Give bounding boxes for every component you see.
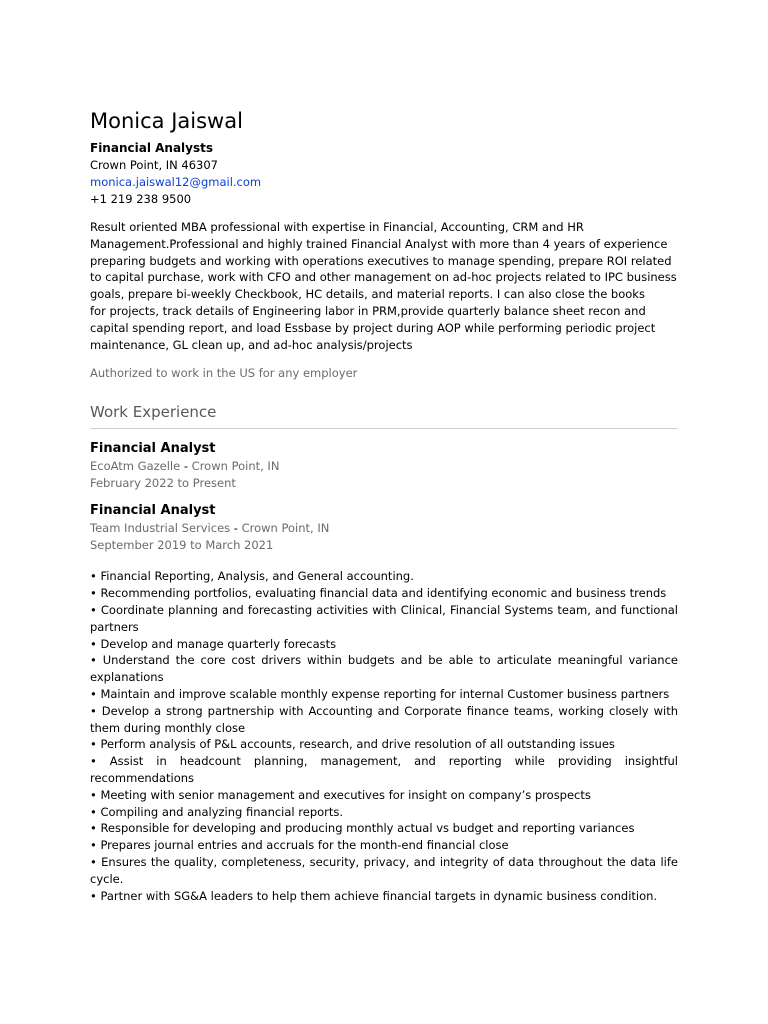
responsibility-item: • Ensures the quality, completeness, security, privacy, and integrity of data throughout the data life cycle. bbox=[90, 854, 678, 886]
responsibility-item: • Responsible for developing and producing monthly actual vs budget and reporting variances bbox=[90, 821, 635, 836]
job-responsibilities bbox=[90, 568, 678, 904]
candidate-summary: Result oriented MBA professional with expertise in Financial, Accounting, CRM and HR Management.Professional and highly trained Financial Analyst with more than 4 years of experience preparing budgets and working with operations executives to manage spending, prepare ROI related to capital purchase, work with CFO and other management on ad-hoc projects related to IPC business goals, prepare bi-weekly Checkbook, HC details, and material reports. I can also close the books for projects, track details of Engineering labor in PRM,provide quarterly balance sheet recon and capital spending report, and load Essbase by project during AOP while performing periodic project maintenance, GL clean up, and ad-hoc analysis/projects bbox=[90, 220, 677, 352]
job-location: Crown Point, IN bbox=[191, 459, 280, 474]
responsibility-item: • Perform analysis of P&L accounts, research, and drive resolution of all outstanding issues bbox=[90, 737, 615, 752]
job-title: Financial Analyst bbox=[90, 503, 216, 519]
job-entry bbox=[90, 440, 678, 492]
job-title: Financial Analyst bbox=[90, 441, 216, 457]
responsibility-item: • Recommending portfolios, evaluating financial data and identifying economic and business trends bbox=[90, 586, 667, 601]
resume-page bbox=[90, 106, 678, 904]
responsibility-item: • Maintain and improve scalable monthly expense reporting for internal Customer business partners bbox=[90, 686, 670, 701]
responsibility-item: • Compiling and analyzing financial reports. bbox=[90, 804, 344, 819]
job-company: EcoAtm Gazelle bbox=[90, 459, 181, 474]
job-dates: February 2022 to Present bbox=[90, 476, 236, 491]
responsibility-item: • Understand the core cost drivers within budgets and be able to articulate meaningful variance explanations bbox=[90, 653, 678, 685]
job-dates: September 2019 to March 2021 bbox=[90, 538, 274, 553]
job-company-location bbox=[90, 520, 678, 537]
candidate-name: Monica Jaiswal bbox=[90, 109, 243, 133]
work-experience-heading: Work Experience bbox=[90, 401, 678, 429]
responsibility-item: • Assist in headcount planning, management, and reporting while providing insightful recommendations bbox=[90, 754, 678, 785]
candidate-email-link[interactable]: monica.jaiswal12@gmail.com bbox=[90, 175, 262, 189]
job-separator: - bbox=[233, 521, 238, 536]
job-company-location bbox=[90, 458, 678, 475]
job-separator: - bbox=[183, 459, 189, 474]
responsibility-item: • Financial Reporting, Analysis, and General accounting. bbox=[90, 569, 414, 584]
work-authorization: Authorized to work in the US for any employer bbox=[90, 366, 358, 381]
responsibility-item: • Partner with SG&A leaders to help them achieve financial targets in dynamic business condition. bbox=[90, 888, 658, 903]
candidate-location: Crown Point, IN 46307 bbox=[90, 158, 218, 172]
candidate-phone: +1 219 238 9500 bbox=[90, 192, 192, 206]
job-location: Crown Point, IN bbox=[241, 521, 330, 536]
job-company: Team Industrial Services bbox=[90, 521, 231, 536]
responsibility-item: • Prepares journal entries and accruals for the month-end financial close bbox=[90, 838, 509, 853]
responsibility-item: • Develop and manage quarterly forecasts bbox=[90, 636, 337, 651]
responsibility-item: • Coordinate planning and forecasting activities with Clinical, Financial Systems team, and functional partners bbox=[90, 602, 678, 634]
responsibility-item: • Meeting with senior management and executives for insight on company’s prospects bbox=[90, 787, 591, 802]
responsibility-item: • Develop a strong partnership with Accounting and Corporate finance teams, working closely with them during monthly close bbox=[90, 703, 678, 735]
candidate-headline: Financial Analysts bbox=[90, 141, 213, 155]
job-entry bbox=[90, 502, 678, 904]
